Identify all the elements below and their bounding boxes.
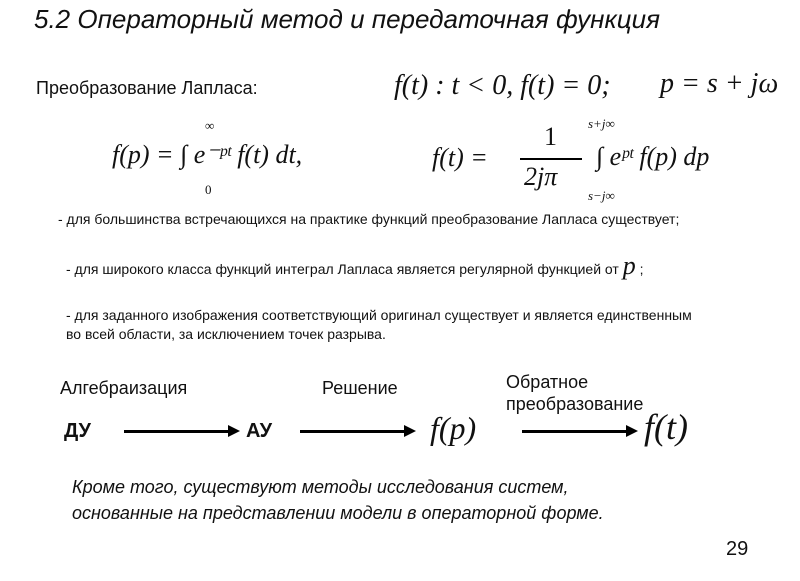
inverse-lhs: f(t) = bbox=[432, 143, 488, 172]
p-definition-formula: p = s + jω bbox=[660, 68, 779, 99]
bullet-1: - для большинства встречающихся на практике функций преобразование Лапласа существует; bbox=[58, 211, 680, 227]
flow-label-algebraization: Алгебраизация bbox=[60, 378, 188, 398]
page-number: 29 bbox=[726, 538, 749, 560]
flow-label-inverse-line2: преобразование bbox=[506, 394, 644, 414]
arrow-fp-ft bbox=[522, 430, 628, 433]
arrow-du-au bbox=[124, 430, 230, 433]
node-ft: f(t) bbox=[644, 407, 688, 447]
inverse-upper-limit: s+j∞ bbox=[588, 116, 615, 131]
forward-lower-limit: 0 bbox=[205, 182, 212, 197]
laplace-label: Преобразование Лапласа: bbox=[36, 78, 258, 98]
node-du: ДУ bbox=[64, 420, 91, 442]
bullet-3: - для заданного изображения соответствующий оригинал существует и является единственным во всей области, за исключением точек разрыва. bbox=[66, 307, 692, 342]
slide-title: 5.2 Операторный метод и передаточная функция bbox=[34, 4, 660, 34]
closing-note-line1: Кроме того, существуют методы исследования систем, bbox=[72, 477, 569, 497]
arrow-au-fp bbox=[300, 430, 406, 433]
inverse-denominator: 2jπ bbox=[524, 162, 558, 191]
bullet-2 bbox=[66, 251, 706, 280]
bullet-2-variable: p bbox=[622, 251, 636, 280]
bullet-2-tail: ; bbox=[635, 261, 644, 277]
fraction-bar bbox=[520, 158, 582, 160]
forward-upper-limit: ∞ bbox=[205, 118, 215, 133]
node-fp: f(p) bbox=[430, 410, 477, 446]
closing-note-line2: основанные на представлении модели в операторной форме. bbox=[72, 503, 604, 523]
closing-note bbox=[72, 474, 772, 526]
node-au: АУ bbox=[246, 420, 273, 442]
bullet-2-text: - для широкого класса функций интеграл Лапласа является регулярной функцией от bbox=[66, 261, 619, 277]
condition-formula: f(t) : t < 0, f(t) = 0; bbox=[394, 70, 611, 101]
inverse-lower-limit: s−j∞ bbox=[588, 188, 615, 203]
flow-label-inverse-line1: Обратное bbox=[506, 372, 589, 392]
flow-label-solution: Решение bbox=[322, 378, 398, 398]
forward-transform-formula: f(p) = ∫ e⁻ᵖᵗ f(t) dt, bbox=[112, 140, 303, 169]
inverse-integral-body: ∫ eᵖᵗ f(p) dp bbox=[596, 142, 710, 171]
inverse-numerator: 1 bbox=[544, 122, 557, 151]
